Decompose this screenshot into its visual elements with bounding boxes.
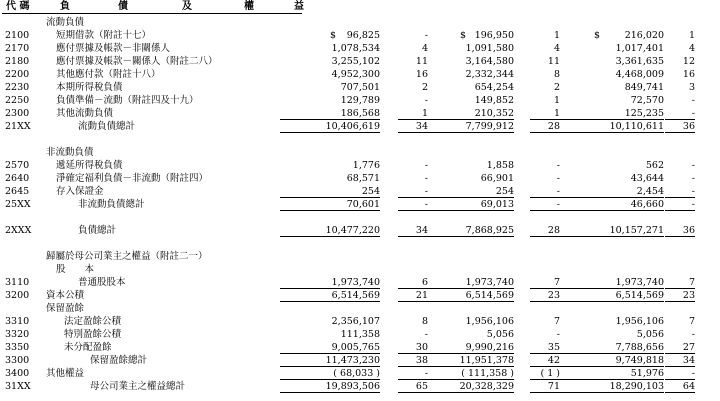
percent-col-3: 36 (665, 120, 695, 133)
percent-col-2: 1 (553, 30, 560, 41)
percent-col-2: - (530, 198, 560, 211)
percent-col-3: - (691, 160, 695, 171)
amount-col-3: 3,361,635 (615, 56, 664, 67)
amount-col-1: 1,078,534 (331, 43, 380, 54)
table-row (0, 16, 720, 29)
percent-col-1: 38 (398, 354, 428, 367)
table-row (0, 81, 720, 94)
percent-col-3: 34 (665, 354, 695, 367)
amount-col-2: 654,254 (474, 82, 514, 93)
amount-col-1: 10,477,220 (280, 224, 380, 237)
percent-col-2: - (556, 160, 560, 171)
account-label: 流動負債 (46, 17, 85, 28)
percent-col-1: 34 (398, 120, 428, 133)
account-code: 3400 (5, 368, 30, 379)
amount-col-3: 9,749,818 (560, 354, 664, 367)
table-row (0, 367, 720, 380)
percent-col-1: 2 (421, 82, 428, 93)
account-label: 淨確定福利負債－非流動（附註四） (56, 173, 209, 184)
amount-col-1: 186,568 (280, 107, 380, 120)
percent-col-2: 7 (530, 276, 560, 289)
percent-col-3: 7 (665, 276, 695, 289)
percent-col-3: 27 (665, 341, 695, 354)
percent-col-2: 1 (553, 95, 560, 106)
percent-col-2: 23 (530, 289, 560, 302)
percent-col-2: 42 (530, 354, 560, 367)
dollar-sign: $ (460, 30, 467, 41)
amount-col-2: 196,950 (474, 30, 514, 41)
percent-col-3: - (691, 329, 695, 340)
percent-col-2: 71 (530, 380, 560, 393)
amount-col-1: 96,825 (346, 30, 380, 41)
percent-col-1: - (398, 185, 428, 198)
table-row (0, 133, 720, 146)
account-label: 應付票據及帳款－關係人（附註二八） (56, 56, 218, 67)
table-row (0, 341, 720, 354)
percent-col-2: 7 (553, 316, 560, 327)
header-char-2: 債 (118, 1, 128, 12)
amount-col-1: 68,571 (346, 173, 380, 184)
account-code: 2200 (5, 69, 30, 80)
table-row (0, 211, 720, 224)
amount-col-3: 72,570 (630, 95, 664, 106)
table-row (0, 250, 720, 263)
amount-col-3: 1,017,401 (615, 43, 664, 54)
amount-col-3: 849,741 (624, 82, 664, 93)
percent-col-1: - (424, 30, 428, 41)
amount-col-2: 7,868,925 (410, 224, 514, 237)
table-row (0, 185, 720, 198)
table-row (0, 328, 720, 341)
account-label: 遞延所得稅負債 (56, 160, 123, 171)
amount-col-3: 51,976 (560, 367, 664, 380)
account-code: 2640 (5, 173, 30, 184)
percent-col-1: 65 (398, 380, 428, 393)
account-code: 3300 (5, 355, 30, 366)
percent-col-3: - (691, 95, 695, 106)
percent-col-1: 6 (398, 276, 428, 289)
table-row (0, 380, 720, 393)
table-row (0, 29, 720, 42)
account-label: 其他流動負債 (56, 108, 114, 119)
amount-col-2: 20,328,329 (410, 380, 514, 393)
amount-col-3: 1,973,740 (560, 276, 664, 289)
account-label: 非流動負債 (46, 147, 94, 158)
header-char-4: 權 (244, 1, 254, 12)
percent-col-1: 21 (398, 289, 428, 302)
table-row (0, 172, 720, 185)
percent-col-3: 16 (682, 69, 695, 80)
amount-col-2: 11,951,378 (410, 354, 514, 367)
percent-col-1: - (424, 329, 428, 340)
amount-col-2: 1,973,740 (410, 276, 514, 289)
account-code: 31XX (5, 381, 31, 392)
account-label: 特別盈餘公積 (64, 329, 122, 340)
header-rule (2, 13, 302, 14)
percent-col-1: 11 (415, 56, 428, 67)
percent-col-1: - (398, 367, 428, 380)
account-label: 其他權益 (46, 368, 85, 379)
amount-col-1: 4,952,300 (331, 69, 380, 80)
percent-col-3: 12 (682, 56, 695, 67)
percent-col-3: - (665, 185, 695, 198)
account-code: 2170 (5, 43, 30, 54)
account-code: 3320 (5, 329, 30, 340)
percent-col-3: 36 (665, 224, 695, 237)
amount-col-3: 43,644 (630, 173, 664, 184)
account-code: 3310 (5, 316, 30, 327)
percent-col-3: 7 (688, 316, 695, 327)
amount-col-3: 7,788,656 (560, 341, 664, 354)
header-char-5: 益 (294, 1, 304, 12)
amount-col-3: 1,956,106 (615, 316, 664, 327)
account-label: 流動負債總計 (78, 121, 136, 132)
amount-col-1: 129,789 (340, 95, 380, 106)
table-row (0, 94, 720, 107)
amount-col-2: 210,352 (410, 107, 514, 120)
table-row (0, 120, 720, 133)
amount-col-1: 6,514,569 (280, 289, 380, 302)
percent-col-1: 34 (398, 224, 428, 237)
percent-col-1: - (398, 198, 428, 211)
table-row (0, 224, 720, 237)
account-label: 普通股股本 (78, 277, 126, 288)
percent-col-2: ( 1 ) (530, 367, 560, 380)
account-code: 21XX (5, 121, 31, 132)
account-label: 股 本 (56, 264, 95, 275)
amount-col-1: ( 68,033 ) (280, 367, 380, 380)
account-code: 2570 (5, 160, 30, 171)
amount-col-3: 5,056 (636, 329, 664, 340)
account-code: 2300 (5, 108, 30, 119)
table-row (0, 302, 720, 315)
percent-col-2: - (556, 173, 560, 184)
percent-col-2: 28 (530, 120, 560, 133)
percent-col-1: - (424, 173, 428, 184)
amount-col-2: 254 (410, 185, 514, 198)
percent-col-2: 28 (530, 224, 560, 237)
amount-col-3: 10,110,611 (560, 120, 664, 133)
account-code: 2250 (5, 95, 30, 106)
amount-col-2: 7,799,912 (410, 120, 514, 133)
percent-col-1: 4 (421, 43, 428, 54)
amount-col-1: 254 (280, 185, 380, 198)
dollar-sign: $ (594, 30, 601, 41)
header-char-1: 負 (60, 1, 70, 12)
amount-col-1: 19,893,506 (280, 380, 380, 393)
table-row (0, 42, 720, 55)
percent-col-1: 30 (398, 341, 428, 354)
table-row (0, 263, 720, 276)
header-char-3: 及 (182, 1, 192, 12)
amount-col-2: 66,901 (480, 173, 514, 184)
amount-col-2: ( 111,358 ) (410, 367, 514, 380)
account-label: 負債準備－流動（附註四及十九） (56, 95, 199, 106)
amount-col-1: 2,356,107 (331, 316, 380, 327)
percent-col-3: 23 (665, 289, 695, 302)
amount-col-1: 3,255,102 (331, 56, 380, 67)
amount-col-1: 70,601 (280, 198, 380, 211)
account-code: 3350 (5, 342, 30, 353)
amount-col-3: 18,290,103 (560, 380, 664, 393)
percent-col-2: 11 (547, 56, 560, 67)
account-label: 負債總計 (78, 225, 117, 236)
percent-col-3: - (665, 367, 695, 380)
percent-col-2: 8 (553, 69, 560, 80)
amount-col-1: 9,005,765 (280, 341, 380, 354)
account-label: 非流動負債總計 (78, 199, 145, 210)
account-label: 短期借款（附註十七） (56, 30, 152, 41)
amount-col-2: 1,858 (486, 160, 514, 171)
amount-col-1: 11,473,230 (280, 354, 380, 367)
account-label: 其他應付款（附註十八） (56, 69, 161, 80)
table-row (0, 55, 720, 68)
amount-col-2: 6,514,569 (410, 289, 514, 302)
amount-col-1: 10,406,619 (280, 120, 380, 133)
table-row (0, 237, 720, 250)
dollar-sign: $ (330, 30, 337, 41)
percent-col-1: 16 (415, 69, 428, 80)
percent-col-1: - (424, 95, 428, 106)
amount-col-3: 10,157,271 (560, 224, 664, 237)
amount-col-3: 4,468,009 (615, 69, 664, 80)
account-label: 法定盈餘公積 (64, 316, 122, 327)
account-label: 資本公積 (46, 290, 85, 301)
account-label: 歸屬於母公司業主之權益（附註二一） (46, 251, 208, 262)
account-label: 保留盈餘 (46, 303, 85, 314)
percent-col-1: 1 (398, 107, 428, 120)
account-code: 2230 (5, 82, 30, 93)
amount-col-3: 6,514,569 (560, 289, 664, 302)
table-row (0, 107, 720, 120)
account-label: 母公司業主之權益總計 (90, 381, 186, 392)
account-code: 2180 (5, 56, 30, 67)
percent-col-1: 8 (421, 316, 428, 327)
table-row (0, 289, 720, 302)
account-code: 25XX (5, 199, 31, 210)
amount-col-2: 1,956,106 (465, 316, 514, 327)
amount-col-2: 149,852 (474, 95, 514, 106)
amount-col-2: 5,056 (486, 329, 514, 340)
header-code: 代 碼 (6, 1, 30, 12)
amount-col-1: 1,776 (352, 160, 380, 171)
percent-col-2: 2 (553, 82, 560, 93)
amount-col-3: 216,020 (624, 30, 664, 41)
amount-col-2: 9,990,216 (410, 341, 514, 354)
percent-col-2: - (530, 185, 560, 198)
percent-col-3: 64 (665, 380, 695, 393)
percent-col-3: - (665, 198, 695, 211)
percent-col-3: 1 (688, 30, 695, 41)
percent-col-3: - (665, 107, 695, 120)
amount-col-2: 2,332,344 (465, 69, 514, 80)
amount-col-3: 46,660 (560, 198, 664, 211)
account-code: 3200 (5, 290, 30, 301)
table-row (0, 276, 720, 289)
account-label: 保留盈餘總計 (90, 355, 148, 366)
account-label: 本期所得稅負債 (56, 82, 123, 93)
table-row (0, 159, 720, 172)
account-label: 應付票據及帳款－非關係人 (56, 43, 171, 54)
percent-col-2: 4 (553, 43, 560, 54)
amount-col-1: 707,501 (340, 82, 380, 93)
amount-col-2: 69,013 (410, 198, 514, 211)
percent-col-1: - (424, 160, 428, 171)
account-label: 未分配盈餘 (64, 342, 112, 353)
percent-col-2: 35 (530, 341, 560, 354)
table-row (0, 198, 720, 211)
percent-col-2: - (556, 329, 560, 340)
table-row (0, 315, 720, 328)
account-code: 2XXX (5, 225, 32, 236)
table-row (0, 68, 720, 81)
amount-col-1: 111,358 (340, 329, 380, 340)
amount-col-3: 562 (645, 160, 664, 171)
percent-col-2: 1 (530, 107, 560, 120)
amount-col-3: 125,235 (560, 107, 664, 120)
account-code: 3110 (5, 277, 30, 288)
amount-col-2: 3,164,580 (465, 56, 514, 67)
account-code: 2645 (5, 186, 30, 197)
account-label: 存入保證金 (56, 186, 104, 197)
percent-col-3: 3 (688, 82, 695, 93)
percent-col-3: - (691, 173, 695, 184)
account-code: 2100 (5, 30, 30, 41)
table-row (0, 354, 720, 367)
table-row (0, 146, 720, 159)
amount-col-3: 2,454 (560, 185, 664, 198)
percent-col-3: 4 (688, 43, 695, 54)
amount-col-2: 1,091,580 (465, 43, 514, 54)
amount-col-1: 1,973,740 (280, 276, 380, 289)
